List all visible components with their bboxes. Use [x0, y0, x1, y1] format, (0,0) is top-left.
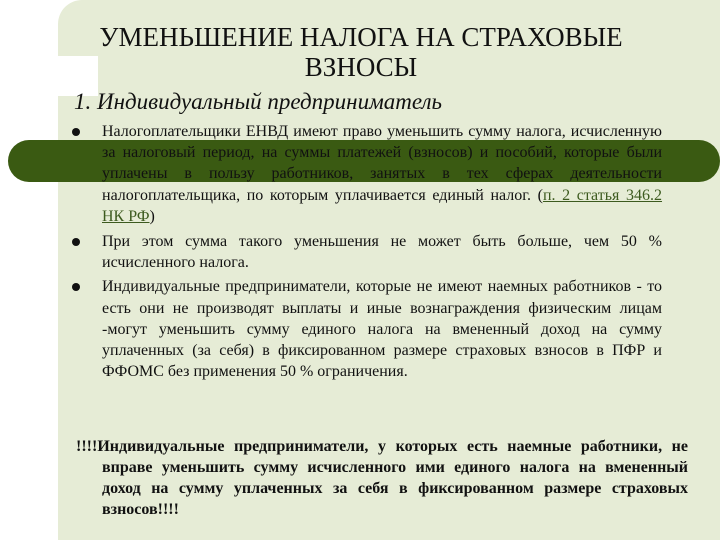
slide-subtitle: 1. Индивидуальный предприниматель [74, 89, 443, 114]
bullet-icon [72, 128, 80, 136]
bullet-icon [72, 238, 80, 246]
list-item [70, 276, 662, 382]
list-item [70, 121, 662, 227]
list-item [70, 231, 662, 273]
list-item-text: При этом сумма такого уменьшения не может быть больше, чем 50 % исчисленного налога. [102, 232, 662, 271]
law-reference-link[interactable]: п. 2 статья 346.2 НК РФ [102, 186, 663, 225]
warning-note: !!!!Индивидуальные предприниматели, у которых есть наемные работники, не вправе уменьшить сумму исчисленного ими единого налога на вмененный доход на сумму уплаченных за себя в фиксированном размере страховых взносов!!!! [76, 438, 688, 518]
slide-title: УМЕНЬШЕНИЕ НАЛОГА НА СТРАХОВЫЕ ВЗНОСЫ [99, 22, 623, 82]
list-item-text: Индивидуальные предприниматели, которые не имеют наемных работников - то есть они не производят выплаты и иные вознаграждения физическим лицам -могут уменьшить сумму единого налога на вмененный доход на сумму уплаченных (за себя) в фиксированном размере страховых взносов в ПФР и ФФОМС без применения 50 % ограничения. [102, 278, 662, 381]
bullet-list [70, 121, 662, 386]
bullet-icon [72, 283, 80, 291]
list-item-tail: ) [149, 207, 155, 225]
list-item-text: Налогоплательщики ЕНВД имеют право уменьшить сумму налога, исчисленную за налоговый период, на суммы платежей (взносов) и пособий, которые были уплачены в пользу работников, занятых в тех сферах деятельности налогоплательщика, по которым уплачивается единый налог. ( [102, 123, 662, 204]
